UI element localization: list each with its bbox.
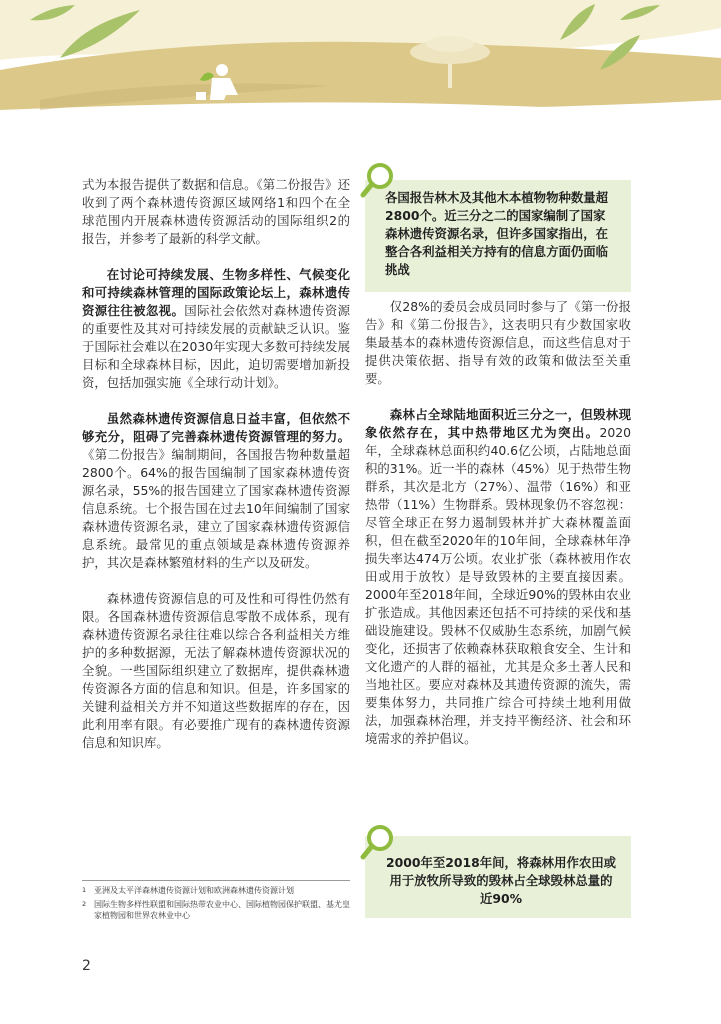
paragraph-lead: 森林占全球陆地面积近三分之一，但毁林现象依然存在，其中热带地区尤为突出。 (365, 407, 631, 440)
paragraph: 仅28%的委员会成员同时参与了《第一份报告》和《第二份报告》，这表明只有少数国家收集最基本的森林遗传资源信息，而这些信息对于提供决策依据、指导有效的政策和做法至关重要。 (365, 299, 631, 386)
callout-text: 2000年至2018年间，将森林用作农田或用于放牧所导致的毁林占全球毁林总量的近90% (385, 855, 617, 906)
magnifier-icon (360, 160, 400, 200)
paragraph: 森林遗传资源信息的可及性和可得性仍然有限。各国森林遗传资源信息零散不成体系，现有森林遗传资源名录往往难以综合各利益相关方维护的多种数据源，无法了解森林遗传资源状况的全貌。一些国际组织建立了数据库，提供森林遗传资源各方面的信息和知识。但是，许多国家的关键利益相关方并不知道这些数据库的存在，因此利用率有限。有必要推广现有的森林遗传资源信息和知识库。 (82, 591, 350, 750)
footnote-text: 亚洲及太平洋森林遗传资源计划和欧洲森林遗传资源计划 (94, 886, 294, 895)
callout-box (365, 180, 631, 292)
left-column (82, 176, 350, 770)
footnote-divider (82, 880, 350, 881)
callout-box (365, 836, 631, 918)
footnotes (82, 885, 350, 924)
footnote (82, 899, 350, 921)
paragraph-lead: 虽然森林遗传资源信息日益丰富，但依然不够充分，阻碍了完善森林遗传资源管理的努力。 (82, 411, 350, 444)
right-column (365, 298, 631, 766)
paragraph-body: 2020年，全球森林总面积约40.6亿公顷，占陆地总面积的31%。近一半的森林（45%）见于热带生物群系，其次是北方（27%）、温带（16%）和亚热带（11%）生物群系。毁林现象仍不容忽视：尽管全球正在努力遏制毁林并扩大森林覆盖面积，但在截至2020年的10年间，全球森林年净损失率达474万公顷。农业扩张（森林被用作农田或用于放牧）是导致毁林的主要直接因素。2000年至2018年间，全球近90%的毁林由农业扩张造成。其他因素还包括不可持续的采伐和基础设施建设。毁林不仅威胁生态系统，加剧气候变化，还损害了依赖森林获取粮食安全、生计和文化遗产的人群的福祉，尤其是众多土著人民和当地社区。要应对森林及其遗传资源的流失，需要集体努力，共同推广综合可持续土地利用做法，加强森林治理，并支持平衡经济、社会和环境需求的养护倡议。 (365, 425, 631, 746)
paragraph (365, 406, 631, 748)
footnote-number: 2 (82, 900, 87, 908)
header-banner (0, 0, 721, 135)
page-number: 2 (82, 958, 91, 974)
footnote-number: 1 (82, 886, 87, 894)
paragraph-body: 国际社会依然对森林遗传资源的重要性及其对可持续发展的贡献缺乏认识。鉴于国际社会难以在2030年实现大多数可持续发展目标和全球森林目标，因此，迫切需要增加新投资，包括加强实施《全球行动计划》。 (82, 303, 351, 390)
callout-text: 各国报告林木及其他木本植物物种数量超2800个。近三分之二的国家编制了国家森林遗传资源名录，但许多国家指出，在整合各利益相关方持有的信息方面仍面临挑战 (385, 190, 609, 277)
paragraph (82, 266, 350, 392)
paragraph: 式为本报告提供了数据和信息。《第二份报告》还收到了两个森林遗传资源区域网络1和四个在全球范围内开展森林遗传资源活动的国际组织2的报告，并参考了最新的科学文献。 (82, 177, 350, 246)
footnote (82, 885, 350, 896)
paragraph-lead: 在讨论可持续发展、生物多样性、气候变化和可持续森林管理的国际政策论坛上，森林遗传资源往往被忽视。 (82, 267, 350, 318)
paragraph-body: 《第二份报告》编制期间，各国报告物种数量超2800个。64%的报告国编制了国家森林遗传资源名录，55%的报告国建立了国家森林遗传资源信息系统。七个报告国在过去10年间编制了国家森林遗传资源名录，建立了国家森林遗传资源信息系统。最常见的重点领域是森林遗传资源养护，其次是森林繁殖材料的生产以及研发。 (82, 447, 350, 570)
footnote-text: 国际生物多样性联盟和国际热带农业中心、国际植物园保护联盟、基尤皇家植物园和世界农林业中心 (94, 900, 350, 920)
paragraph (82, 410, 350, 572)
magnifier-icon (360, 822, 400, 862)
